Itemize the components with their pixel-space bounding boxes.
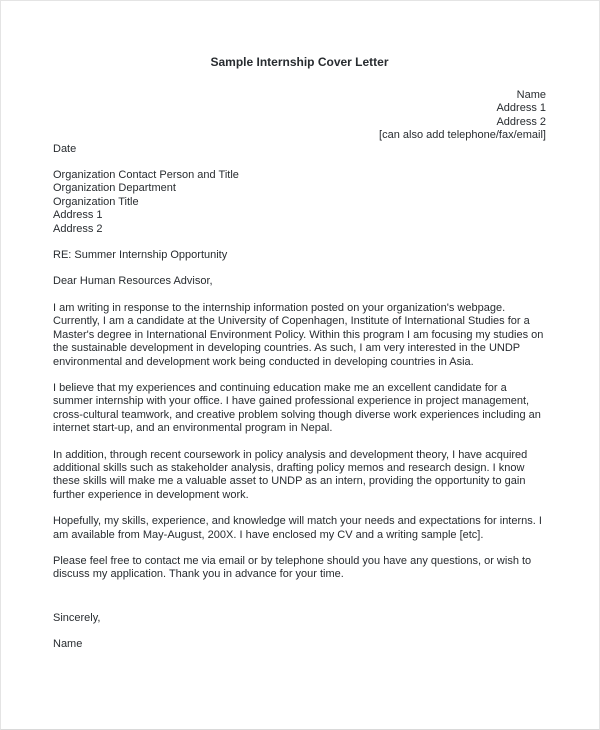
sender-address-block (53, 89, 546, 143)
recipient-address1-line: Address 1 (53, 209, 103, 222)
recipient-address-block (53, 169, 546, 236)
body-paragraph-1: I am writing in response to the internship information posted on your organization's webpage. Currently, I am a candidate at the University of Copenhagen, Institute of International Studies for a Master's degree in International Environment Policy. Within this program I am focusing my studies on the sustainable development in developing countries. As such, I am very interested in the UNDP environmental and development work being conducted in developing countries in Asia. (53, 301, 544, 368)
body-paragraph-5: Please feel free to contact me via email or by telephone should you have any questions, or wish to discuss my application. Thank you in advance for your time. (53, 554, 532, 581)
body-paragraph-4: Hopefully, my skills, experience, and knowledge will match your needs and expectations for interns. I am available from May-August, 200X. I have enclosed my CV and a writing sample [etc]. (53, 515, 542, 541)
date-line: Date (53, 142, 77, 155)
body-paragraph-2: I believe that my experiences and continuing education make me an excellent candidate for a summer internship with your office. I have gained professional experience in project management, cross-cultural teamwork, and creative problem solving though diverse work experiences including an internet start-up, and an environmental program in Nepal. (53, 381, 541, 435)
recipient-contact-line: Organization Contact Person and Title (53, 169, 239, 182)
recipient-title-line: Organization Title (53, 195, 139, 208)
signature-name-line: Name (53, 638, 83, 651)
recipient-department-line: Organization Department (53, 182, 176, 195)
subject-line: RE: Summer Internship Opportunity (53, 249, 228, 262)
salutation-line: Dear Human Resources Advisor, (53, 275, 213, 288)
closing-line: Sincerely, (53, 611, 101, 624)
sender-address1-line: Address 1 (496, 102, 546, 115)
sender-name-line: Name (516, 89, 546, 101)
sender-contact-note-line: [can also add telephone/fax/email] (379, 129, 546, 142)
sender-address2-line: Address 2 (496, 115, 546, 128)
body-paragraph-3: In addition, through recent coursework in policy analysis and development theory, I have acquired additional skills such as stakeholder analysis, drafting policy memos and research design. I know these skills will make me a valuable asset to UNDP as an intern, providing the opportunity to gain further experience in development work. (53, 448, 528, 501)
letter-title: Sample Internship Cover Letter (210, 55, 389, 69)
recipient-address2-line: Address 2 (53, 222, 103, 235)
